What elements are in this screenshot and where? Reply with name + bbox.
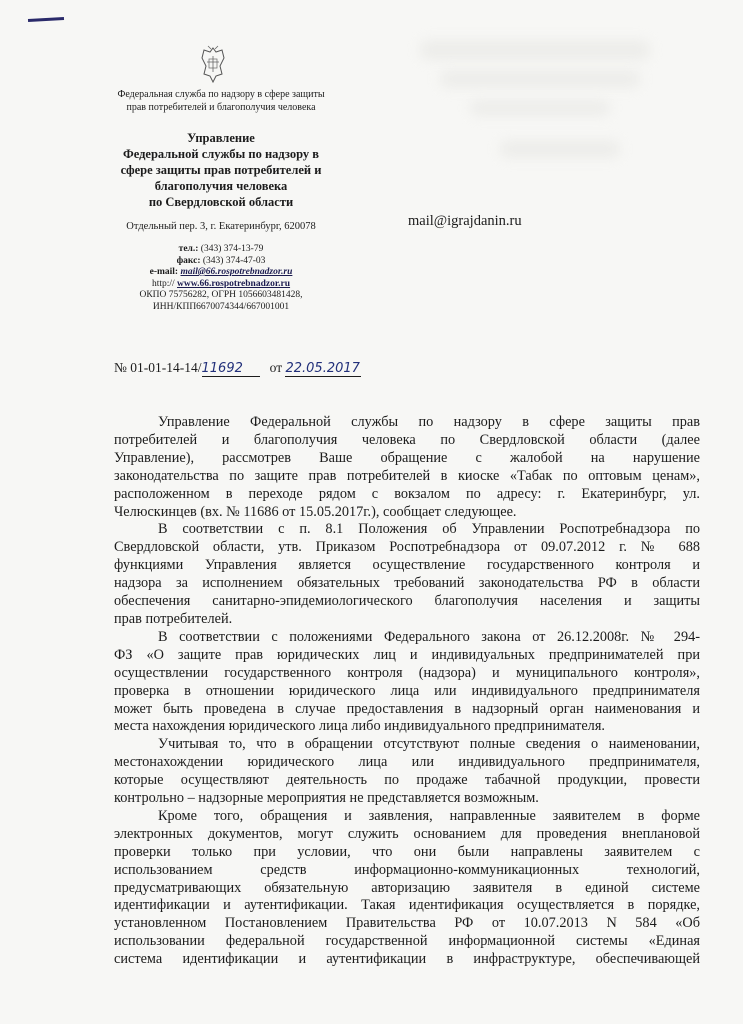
reg-number-prefix: № 01-01-14-14/	[114, 360, 202, 375]
letter-body	[114, 414, 700, 969]
body-line: надзора за исполнением обязательных требований законодательства РФ в области	[114, 575, 700, 592]
body-line: идентификации и аутентификации. Такая идентификация осуществляется в порядке,	[114, 897, 700, 914]
scan-bleed	[420, 40, 650, 60]
dept-line: по Свердловской области	[148, 195, 294, 209]
body-line: Свердловской области, утв. Приказом Роспотребнадзора от 09.07.2012 г. № 688	[114, 539, 700, 556]
body-paragraph	[114, 521, 700, 628]
body-line: ФЗ «О защите прав юридических лиц и индивидуальных предпринимателей при	[114, 646, 700, 663]
body-line: В соответствии с положениями Федерального закона от 26.12.2008г. № 294-	[158, 628, 700, 645]
body-line: потребителей и благополучия человека по Свердловской области (далее	[114, 431, 700, 448]
body-line: Управление), рассмотрев Ваше обращение с жалобой на нарушение	[114, 449, 700, 466]
pen-mark	[28, 17, 64, 22]
body-line: расположенном в переходе рядом с вокзалом по адресу: г. Екатеринбург, ул.	[114, 485, 700, 502]
body-line: проверки только при условии, что они были направлены заявителем с	[114, 843, 700, 860]
registration-line	[114, 360, 361, 377]
body-line: может быть проведена в случае предоставления в надзорный орган наименования и	[114, 700, 700, 717]
body-line: система идентификации и аутентификации в инфраструктуре, обеспечивающей	[114, 951, 700, 968]
agency-name	[86, 88, 356, 114]
body-line: Управление Федеральной службы по надзору в сфере защиты прав	[158, 414, 700, 430]
email-link[interactable]: mail@66.rospotrebnadzor.ru	[180, 267, 293, 277]
body-paragraph	[114, 414, 700, 521]
reg-from-label: от	[269, 360, 283, 375]
fax-value: (343) 374-47-03	[202, 255, 266, 266]
body-line: контрольно – надзорные мероприятия не представляется возможным.	[114, 790, 539, 807]
inn-line: ИНН/КПП6670074344/667001001	[152, 301, 290, 312]
body-line: Учитывая то, что в обращении отсутствуют полные сведения о наименовании,	[158, 736, 700, 753]
body-line: предусматривающих обязательную авторизацию заявителя в единой системе	[114, 879, 700, 896]
fax-label: факс:	[176, 255, 201, 266]
email-label: e-mail:	[149, 267, 179, 277]
reg-number-handwritten: 11692	[201, 361, 243, 376]
dept-line: сфере защиты прав потребителей и	[120, 163, 322, 177]
body-line: местонахождении юридического лица или индивидуального предпринимателя,	[114, 754, 700, 771]
body-line: Челюскинцев (вх. № 11686 от 15.05.2017г.), сообщает следующее.	[114, 503, 517, 520]
agency-line: прав потребителей и благополучия человека	[126, 102, 316, 113]
scan-bleed	[440, 70, 640, 88]
body-line: осуществлении государственного контроля (надзора) и муниципального контроля»,	[114, 664, 700, 681]
address: Отдельный пер. 3, г. Екатеринбург, 620078	[126, 221, 316, 232]
department-name	[86, 130, 356, 210]
body-line: прав потребителей.	[114, 610, 233, 627]
body-line: проверка в отношении юридического лица или индивидуального предпринимателя	[114, 682, 700, 699]
body-line: Кроме того, обращения и заявления, направленные заявителем в форме	[158, 807, 700, 824]
body-line: обеспечения санитарно-эпидемиологического благополучия населения и защиты	[114, 593, 700, 610]
dept-line: благополучия человека	[154, 179, 288, 193]
body-line: законодательства по защите прав потребителей в киоске «Табак по оптовым ценам»,	[114, 467, 700, 484]
dept-line: Управление	[187, 131, 255, 145]
body-line: которые осуществляют деятельность по продаже табачной продукции, провести	[114, 772, 700, 789]
body-line: использовании федеральной государственной информационной системы «Единая	[114, 933, 700, 950]
coat-of-arms-icon	[196, 44, 230, 84]
body-line: использованием средств информационно-коммуникационных технологий,	[114, 861, 700, 878]
body-paragraph	[114, 808, 700, 969]
body-paragraph	[114, 736, 700, 808]
tel-label: тел.:	[178, 244, 199, 254]
scan-bleed	[470, 100, 610, 116]
body-line: места нахождения юридического лица либо индивидуального предпринимателя.	[114, 718, 605, 735]
tel-value: (343) 374-13-79	[200, 244, 264, 254]
recipient-email: mail@igrajdanin.ru	[408, 213, 522, 229]
body-line: установленном Постановлением Правительства РФ от 10.07.2013 N 584 «Об	[114, 915, 700, 932]
okpo-line: ОКПО 75756282, ОГРН 1056603481428,	[139, 290, 303, 300]
web-label: http://	[151, 278, 175, 289]
body-paragraph	[114, 629, 700, 736]
scan-bleed	[500, 140, 620, 158]
body-line: функциями Управления является осуществление государственного контроля и	[114, 557, 700, 574]
dept-line: Федеральной службы по надзору в	[122, 147, 319, 161]
agency-line: Федеральная служба по надзору в сфере защиты	[117, 89, 325, 100]
body-line: В соответствии с п. 8.1 Положения об Управлении Роспотребнадзора по	[158, 521, 700, 538]
reg-date-handwritten: 22.05.2017	[285, 361, 360, 376]
website-link[interactable]: www.66.rospotrebnadzor.ru	[177, 278, 291, 289]
body-line: электронных документов, могут служить основанием для проведения внеплановой	[114, 825, 700, 842]
contacts-block	[86, 244, 356, 313]
